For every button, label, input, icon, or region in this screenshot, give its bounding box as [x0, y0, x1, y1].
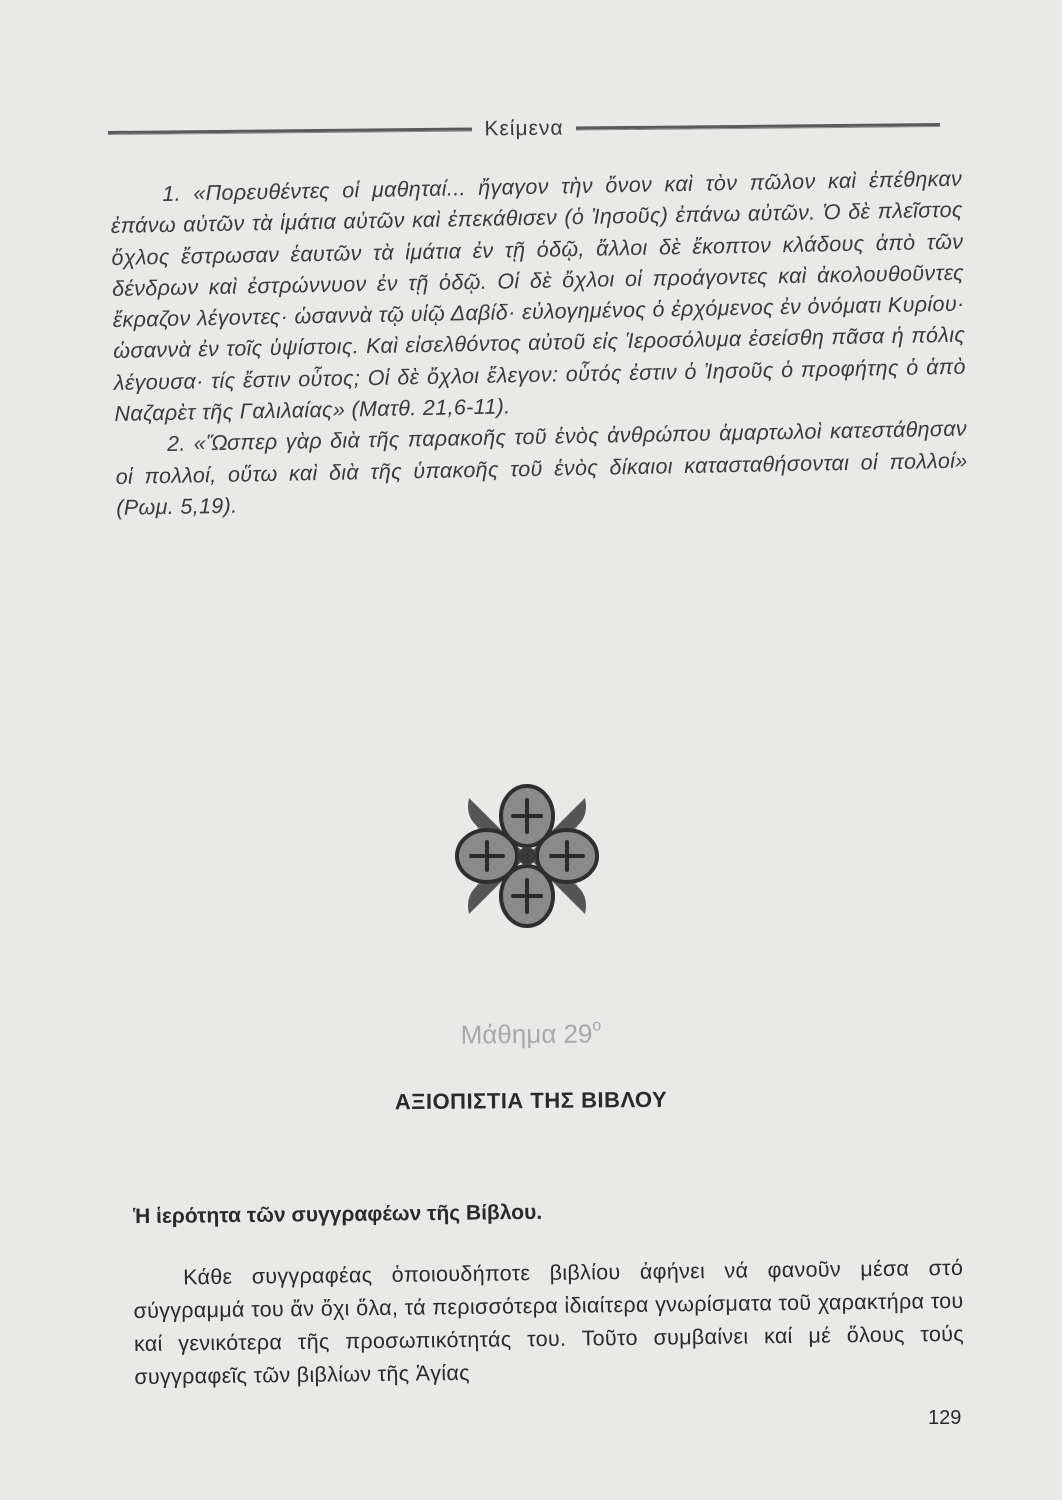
- header-title: Κείμενα: [484, 116, 564, 141]
- page-number: 129: [928, 1407, 962, 1429]
- body-paragraph: Κάθε συγγραφέας ὁποιουδήποτε βιβλίου ἀφήνει νά φανοῦν μέσα στό σύγγραμμά του ἄν ὄχι ὅλα, τά περισσότερα ἰδιαίτερα γνωρίσματα τοῦ χαρακτήρα του καί γενικότερα τῆς προσωπικότητάς του. Τοῦτο συμβαίνει καί μέ ὅλους τούς συγγραφεῖς τῶν βιβλίων τῆς Ἁγίας: [133, 1255, 965, 1389]
- lesson-number: [0, 1013, 1062, 1054]
- scripture-texts: [110, 164, 968, 525]
- lesson-title: ΑΞΙΟΠΙΣΤΙΑ ΤΗΣ ΒΙΒΛΟΥ: [394, 1086, 668, 1115]
- header-rule-right: [576, 123, 940, 130]
- running-header: [108, 110, 940, 148]
- header-rule-left: [108, 128, 472, 135]
- lesson-ordinal-superscript: ο: [592, 1017, 602, 1035]
- scripture-text-1: 1. «Πορευθέντες οἱ μαθηταί... ἤγαγον τὴν ὄνον καὶ τὸν πῶλον καὶ ἐπέθηκαν ἐπάνω αὐτῶν τὰ ἱμάτια αὐτῶν καὶ ἐπεκάθισεν (ὁ Ἰησοῦς) ἐπάνω αὐτῶν. Ὁ δὲ πλεῖστος ὄχλος ἔστρωσαν ἑαυτῶν τὰ ἱμάτια ἐν τῇ ὁδῷ, ἄλλοι δὲ ἔκοπτον κλάδους ἀπὸ τῶν δένδρων καὶ ἐστρώννυον ἐν τῇ ὁδῷ. Οἱ δὲ ὄχλοι οἱ προάγοντες καὶ ἀκολουθοῦντες ἔκραζον λέγοντες· ὡσαννὰ τῷ υἱῷ Δαβίδ· εὐλογημένος ὁ ἐρχόμενος ἐν ὀνόματι Κυρίου· ὡσαννὰ ἐν τοῖς ὑψίστοις. Καὶ εἰσελθόντος αὐτοῦ εἰς Ἱεροσόλυμα ἐσείσθη πᾶσα ἡ πόλις λέγουσα· τίς ἔστιν οὗτος; Οἱ δὲ ὄχλοι ἔλεγον: οὗτός ἐστιν ὁ Ἰησοῦς ὁ προφήτης ὁ ἀπὸ Ναζαρὲτ τῆς Γαλιλαίας» (Ματθ. 21,6-11).: [110, 166, 966, 427]
- scripture-text-2: 2. «Ὥσπερ γὰρ διὰ τῆς παρακοῆς τοῦ ἑνὸς ἀνθρώπου ἁμαρτωλοὶ κατεστάθησαν οἱ πολλοί, οὕτω καὶ διὰ τῆς ὑπακοῆς τοῦ ἑνὸς δίκαιοι κατασταθήσονται οἱ πολλοί» (Ρωμ. 5,19).: [115, 416, 968, 520]
- lesson-label: Μάθημα 29: [460, 1018, 593, 1050]
- cross-ornament-icon: [447, 776, 607, 936]
- section-heading: Ἡ ἱερότητα τῶν συγγραφέων τῆς Βίβλου.: [132, 1200, 543, 1229]
